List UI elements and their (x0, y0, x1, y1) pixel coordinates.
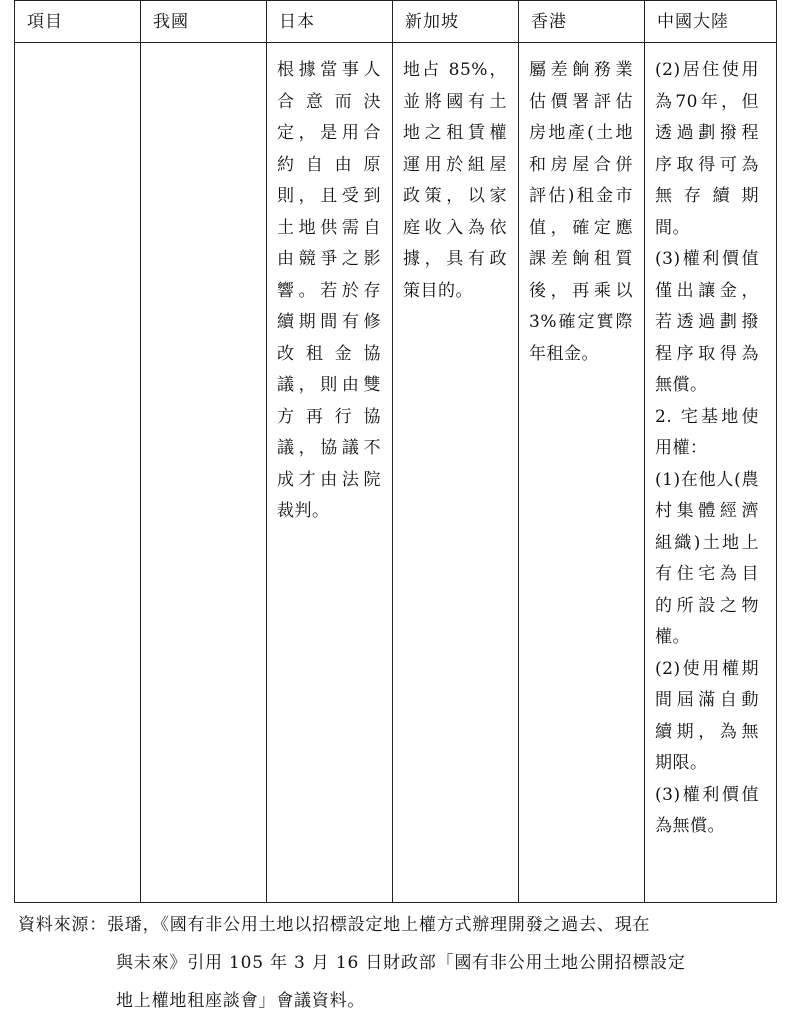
table-header-row (15, 1, 777, 43)
source-line-2: 與未來》引用 105 年 3 月 16 日財政部「國有非公用土地公開招標設定 (116, 953, 686, 973)
header-japan: 日本 (267, 1, 393, 43)
cell-singapore-text: 地占 85%，並將國有土地之租賃權運用於組屋政策，以家庭收入為依據，具有政策目的。 (403, 60, 507, 301)
header-china: 中國大陸 (645, 1, 777, 43)
china-paragraph: (3)權利價值為無償。 (655, 784, 759, 836)
cell-japan (267, 43, 393, 903)
cell-singapore (393, 43, 519, 903)
cell-item (15, 43, 141, 903)
table-row (15, 43, 777, 903)
cell-taiwan (141, 43, 267, 903)
china-paragraph: (2)居住使用為70年，但透過劃撥程序取得可為無存續期間。 (655, 60, 759, 238)
comparison-table (14, 0, 777, 903)
cell-hongkong-text: 屬差餉務業估價署評估房地產(土地和房屋合併評估)租金市值，確定應課差餉租質後，再乘以 3%確定實際年租金。 (529, 60, 633, 364)
china-paragraph: 2. 宅基地使用權： (655, 406, 759, 458)
header-hongkong: 香港 (519, 1, 645, 43)
cell-china (645, 43, 777, 903)
china-paragraph: (2)使用權期間屆滿自動續期，為無期限。 (655, 658, 759, 773)
header-singapore: 新加坡 (393, 1, 519, 43)
cell-china-text (655, 55, 759, 843)
source-line-1: 資料來源：張璠，《國有非公用土地以招標設定地上權方式辦理開發之過去、現在 (18, 915, 651, 935)
header-taiwan: 我國 (141, 1, 267, 43)
china-paragraph: (1)在他人(農村集體經濟組織)土地上有住宅為目的所設之物權。 (655, 469, 759, 647)
cell-hongkong (519, 43, 645, 903)
cell-japan-text: 根據當事人合意而決定，是用合約自由原則，且受到土地供需自由競爭之影響。若於存續期間有修改租金協議，則由雙方再行協議，協議不成才由法院裁判。 (277, 60, 381, 521)
china-paragraph: (3)權利價值僅出讓金，若透過劃撥程序取得為無償。 (655, 249, 759, 395)
header-item: 項目 (15, 1, 141, 43)
source-note (18, 906, 770, 1020)
source-line-3: 地上權地租座談會」會議資料。 (116, 991, 366, 1011)
